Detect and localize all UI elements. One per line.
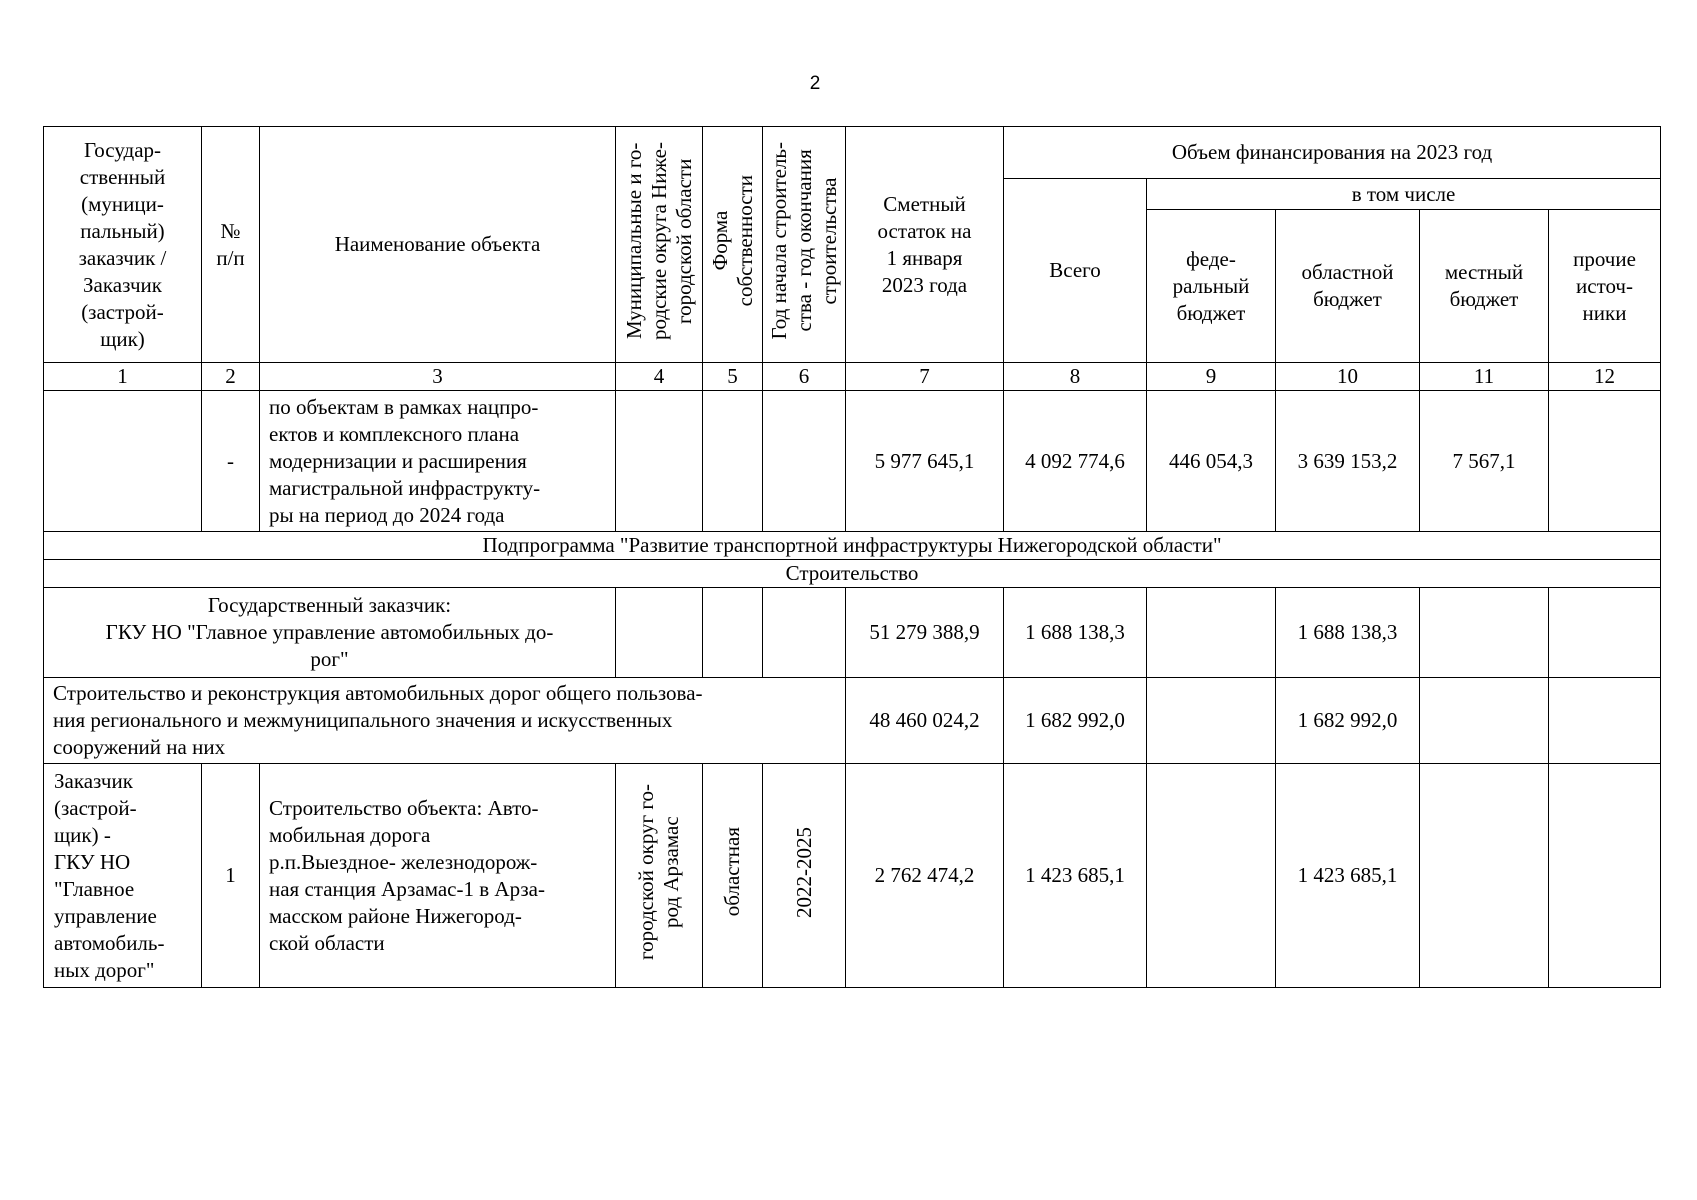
financing-table [43, 126, 1661, 988]
roads-program-name: Строительство и реконструкция автомобильных дорог общего пользова- ния регионального и межмуниципального значения и искусственных сооружений на них [44, 678, 846, 764]
row-customer [44, 391, 202, 532]
table-row [44, 678, 1661, 764]
table-row [44, 764, 1661, 988]
header-other: прочие источ- ники [1549, 210, 1661, 363]
header-municipality: Муниципальные и го- родские округа Ниже- городской области [616, 127, 703, 363]
row-years [763, 391, 846, 532]
object-customer: Заказчик (застрой- щик) - ГКУ НО "Главное управление автомобиль- ных дорог" [44, 764, 202, 988]
row-federal [1147, 678, 1276, 764]
row-other [1549, 764, 1661, 988]
section-row [44, 560, 1661, 588]
row-regional: 1 688 138,3 [1276, 588, 1420, 678]
header-ownership: Форма собственности [703, 127, 763, 363]
row-other [1549, 391, 1661, 532]
subprogram-title: Подпрограмма "Развитие транспортной инфраструктуры Нижегородской области" [44, 532, 1661, 560]
header-object-name: Наименование объекта [260, 127, 616, 363]
header-federal: феде- ральный бюджет [1147, 210, 1276, 363]
row-other [1549, 588, 1661, 678]
header-number: № п/п [202, 127, 260, 363]
column-number: 1 [44, 363, 202, 391]
column-number: 10 [1276, 363, 1420, 391]
header-local: местный бюджет [1420, 210, 1549, 363]
header-total: Всего [1004, 179, 1147, 363]
row-number: 1 [202, 764, 260, 988]
row-federal [1147, 764, 1276, 988]
row-object-name: по объектам в рамках нацпро- ектов и комплексного плана модернизации и расширения магистральной инфраструкту- ры на период до 2024 года [260, 391, 616, 532]
row-estimate: 48 460 024,2 [846, 678, 1004, 764]
row-other [1549, 678, 1661, 764]
header-regional: областной бюджет [1276, 210, 1420, 363]
subprogram-row [44, 532, 1661, 560]
row-estimate: 5 977 645,1 [846, 391, 1004, 532]
row-regional: 1 423 685,1 [1276, 764, 1420, 988]
row-estimate: 51 279 388,9 [846, 588, 1004, 678]
column-number: 6 [763, 363, 846, 391]
row-years: 2022-2025 [763, 764, 846, 988]
row-municipality: городской округ го- род Арзамас [616, 764, 703, 988]
page-number: 2 [809, 73, 821, 94]
header-including: в том числе [1147, 179, 1661, 210]
row-ownership [703, 588, 763, 678]
table-row [44, 391, 1661, 532]
row-object-name: Строительство объекта: Авто- мобильная дорога р.п.Выездное- железнодорож- ная станция Арзамас-1 в Арза- масском районе Нижегород- ской области [260, 764, 616, 988]
row-regional: 3 639 153,2 [1276, 391, 1420, 532]
header-estimate-balance: Сметный остаток на 1 января 2023 года [846, 127, 1004, 363]
row-local [1420, 764, 1549, 988]
row-federal [1147, 588, 1276, 678]
column-number: 9 [1147, 363, 1276, 391]
column-number: 2 [202, 363, 260, 391]
column-number: 11 [1420, 363, 1549, 391]
column-number: 3 [260, 363, 616, 391]
row-local [1420, 588, 1549, 678]
row-municipality [616, 391, 703, 532]
row-ownership: областная [703, 764, 763, 988]
state-customer-name: Государственный заказчик: ГКУ НО "Главное управление автомобильных до- рог" [44, 588, 616, 678]
header-years: Год начала строитель- ства - год окончания строительства [763, 127, 846, 363]
column-number: 4 [616, 363, 703, 391]
row-total: 1 688 138,3 [1004, 588, 1147, 678]
row-estimate: 2 762 474,2 [846, 764, 1004, 988]
row-federal: 446 054,3 [1147, 391, 1276, 532]
column-number: 7 [846, 363, 1004, 391]
column-number: 5 [703, 363, 763, 391]
row-number: - [202, 391, 260, 532]
row-municipality [616, 588, 703, 678]
row-ownership [703, 391, 763, 532]
row-local: 7 567,1 [1420, 391, 1549, 532]
row-local [1420, 678, 1549, 764]
row-regional: 1 682 992,0 [1276, 678, 1420, 764]
row-total: 1 682 992,0 [1004, 678, 1147, 764]
column-numbers-row [44, 363, 1661, 391]
header-customer: Государ- ственный (муници- пальный) заказчик / Заказчик (застрой- щик) [44, 127, 202, 363]
header-financing: Объем финансирования на 2023 год [1004, 127, 1661, 179]
row-total: 1 423 685,1 [1004, 764, 1147, 988]
column-number: 12 [1549, 363, 1661, 391]
table-row [44, 588, 1661, 678]
section-title: Строительство [44, 560, 1661, 588]
row-total: 4 092 774,6 [1004, 391, 1147, 532]
row-years [763, 588, 846, 678]
column-number: 8 [1004, 363, 1147, 391]
